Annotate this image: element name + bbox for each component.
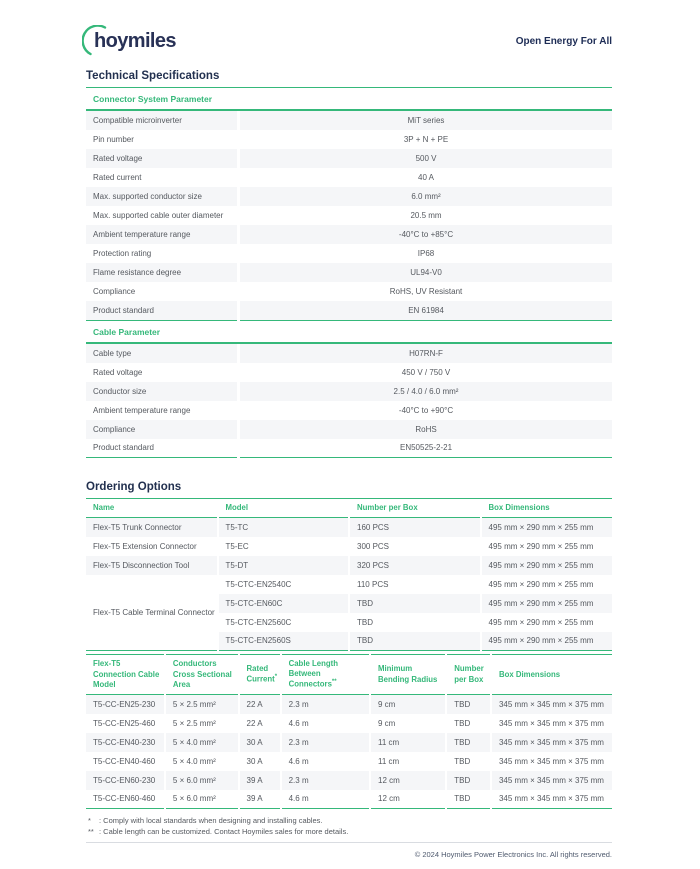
cell-qty: TBD [446, 752, 491, 771]
cell-qty: TBD [349, 594, 481, 613]
cell-model: T5-CTC-EN2560S [218, 632, 350, 651]
cell-current: 39 A [239, 771, 281, 790]
spec-label: Conductor size [86, 382, 239, 401]
cell-length: 2.3 m [281, 695, 370, 714]
col-header-number-per-box: Number per Box [349, 499, 481, 518]
cell-dims: 495 mm × 290 mm × 255 mm [481, 575, 613, 594]
cell-dims: 495 mm × 290 mm × 255 mm [481, 594, 613, 613]
table-row [86, 518, 612, 537]
spec-row [86, 420, 612, 439]
cell-qty: TBD [446, 695, 491, 714]
spec-row [86, 149, 612, 168]
table-row [86, 537, 612, 556]
spec-label: Max. supported conductor size [86, 187, 239, 206]
cell-model: T5-CC-EN40-230 [86, 733, 165, 752]
connector-system-parameter-heading: Connector System Parameter [86, 88, 612, 111]
cell-model: T5-CC-EN25-230 [86, 695, 165, 714]
cell-qty: 320 PCS [349, 556, 481, 575]
spec-row [86, 401, 612, 420]
spec-value: H07RN-F [239, 344, 612, 363]
spec-label: Rated voltage [93, 367, 143, 377]
cell-current: 22 A [239, 714, 281, 733]
cell-name: Flex-T5 Trunk Connector [86, 518, 218, 537]
spec-row [86, 382, 612, 401]
spec-row [86, 225, 612, 244]
col-header-box-dimensions: Box Dimensions [491, 655, 612, 695]
cell-model: T5-CTC-EN2540C [218, 575, 350, 594]
cell-radius: 11 cm [370, 752, 446, 771]
cell-area: 5 × 4.0 mm² [165, 752, 239, 771]
table-row [86, 790, 612, 809]
cell-model: T5-CC-EN40-460 [93, 756, 156, 766]
spec-label: Compatible microinverter [86, 111, 239, 130]
footnote-text: : Cable length can be customized. Contact Hoymiles sales for more details. [99, 827, 349, 837]
spec-value: EN50525-2-21 [239, 439, 612, 458]
cell-qty: TBD [349, 632, 481, 651]
footnote [88, 826, 612, 837]
cell-qty: 160 PCS [349, 518, 481, 537]
cell-qty: TBD [446, 733, 491, 752]
col-header-rated-current: Rated Current* [239, 655, 281, 695]
cell-length: 2.3 m [281, 733, 370, 752]
cell-qty: 300 PCS [349, 537, 481, 556]
cell-length: 4.6 m [281, 752, 370, 771]
table-row [86, 771, 612, 790]
spec-label: Ambient temperature range [86, 225, 239, 244]
spec-label: Compliance [86, 420, 239, 439]
logo-wordmark: hoymiles [94, 29, 176, 52]
logo-arc-icon [82, 25, 112, 57]
footnote-marker: ** [331, 679, 337, 686]
col-header-model: Model [218, 499, 350, 518]
cell-dims: 495 mm × 290 mm × 255 mm [481, 613, 613, 632]
spec-value: 20.5 mm [239, 206, 612, 225]
footnote-text: : Comply with local standards when designing and installing cables. [99, 816, 323, 826]
cable-parameter-heading: Cable Parameter [86, 321, 612, 344]
cell-current: 39 A [239, 790, 281, 809]
cell-dims: 345 mm × 345 mm × 375 mm [491, 695, 612, 714]
spec-row [86, 439, 612, 458]
spec-value: 3P + N + PE [239, 130, 612, 149]
spec-label: Rated voltage [86, 149, 239, 168]
spec-value: -40°C to +90°C [239, 401, 612, 420]
spec-value: RoHS [239, 420, 612, 439]
footer-divider [86, 842, 612, 843]
spec-value: 500 V [239, 149, 612, 168]
footnote-marker: * [88, 816, 91, 826]
cell-model: T5-CTC-EN2560C [218, 613, 350, 632]
cell-area: 5 × 4.0 mm² [165, 733, 239, 752]
col-header-box-dimensions: Box Dimensions [481, 499, 613, 518]
cell-area: 5 × 6.0 mm² [165, 790, 239, 809]
cell-dims: 345 mm × 345 mm × 375 mm [491, 771, 612, 790]
spec-value: UL94-V0 [239, 263, 612, 282]
col-header-number-per-box: Number per Box [446, 655, 491, 695]
spec-row [86, 168, 612, 187]
table-row [86, 695, 612, 714]
spec-row [86, 282, 612, 301]
brand-tagline: Open Energy For All [515, 35, 612, 47]
spec-row [86, 363, 612, 382]
page-header [86, 24, 612, 58]
spec-label: Product standard [86, 301, 239, 320]
cell-qty: 110 PCS [349, 575, 481, 594]
col-header-name: Name [86, 499, 218, 518]
spec-value: EN 61984 [239, 301, 612, 320]
spec-row [86, 301, 612, 320]
cell-dims: 345 mm × 345 mm × 375 mm [491, 714, 612, 733]
cell-radius: 11 cm [370, 733, 446, 752]
footnote-marker: * [274, 674, 278, 681]
cable-spec-table [86, 344, 612, 459]
spec-row [86, 206, 612, 225]
cell-model: T5-CC-EN25-460 [93, 718, 156, 728]
copyright-text: © 2024 Hoymiles Power Electronics Inc. All rights reserved. [414, 850, 612, 860]
cell-model: T5-CC-EN60-230 [86, 771, 165, 790]
cell-qty: TBD [446, 714, 491, 733]
table-row [86, 575, 612, 594]
spec-label: Protection rating [93, 249, 152, 258]
cell-current: 30 A [239, 752, 281, 771]
spec-row [86, 111, 612, 130]
spec-value: IP68 [239, 244, 612, 263]
footnote-marker: ** [88, 827, 94, 837]
spec-value: 450 V / 750 V [239, 363, 612, 382]
spec-value: RoHS, UV Resistant [239, 282, 612, 301]
cell-qty: TBD [446, 771, 491, 790]
cell-radius: 9 cm [370, 695, 446, 714]
cell-model: T5-EC [218, 537, 350, 556]
connector-ordering-table [86, 499, 612, 651]
table-header-row [86, 655, 612, 695]
cell-current: 30 A [239, 733, 281, 752]
cell-area: 5 × 6.0 mm² [165, 771, 239, 790]
table-header-row [86, 499, 612, 518]
connection-cable-table [86, 654, 612, 809]
footnotes [86, 815, 612, 837]
table-row [86, 733, 612, 752]
cell-dims: 495 mm × 290 mm × 255 mm [481, 556, 613, 575]
cell-radius: 12 cm [370, 771, 446, 790]
connector-spec-table [86, 111, 612, 321]
cell-qty: TBD [446, 790, 491, 809]
footnote [88, 815, 612, 826]
spec-label: Rated current [93, 173, 142, 182]
cell-radius: 9 cm [370, 714, 446, 733]
cell-length: 2.3 m [281, 771, 370, 790]
cell-length: 4.6 m [281, 714, 370, 733]
cell-model: T5-TC [218, 518, 350, 537]
spec-value: MiT series [239, 111, 612, 130]
cell-area: 5 × 2.5 mm² [165, 695, 239, 714]
col-header-bending-radius: Minimum Bending Radius [370, 655, 446, 695]
spec-row [86, 244, 612, 263]
spec-value: 6.0 mm² [239, 187, 612, 206]
ordering-options-title: Ordering Options [86, 481, 612, 499]
cell-model: T5-CC-EN60-460 [93, 794, 156, 804]
cell-area: 5 × 2.5 mm² [165, 714, 239, 733]
spec-label: Pin number [93, 135, 134, 144]
spec-row [86, 187, 612, 206]
cell-dims: 345 mm × 345 mm × 375 mm [491, 752, 612, 771]
col-header-cable-length: Cable Length Between Connectors** [281, 655, 370, 695]
spec-value: 2.5 / 4.0 / 6.0 mm² [239, 382, 612, 401]
col-header-cross-sectional-area: Conductors Cross Sectional Area [165, 655, 239, 695]
cell-group-name: Flex-T5 Cable Terminal Connector [86, 575, 218, 651]
spec-row [86, 263, 612, 282]
cell-dims: 345 mm × 345 mm × 375 mm [491, 790, 612, 809]
spec-label: Compliance [93, 287, 136, 296]
col-header-cable-model: Flex-T5 Connection Cable Model [86, 655, 165, 695]
cell-model: T5-DT [218, 556, 350, 575]
spec-value: 40 A [239, 168, 612, 187]
cell-radius: 12 cm [370, 790, 446, 809]
cell-dims: 495 mm × 290 mm × 255 mm [481, 518, 613, 537]
cell-dims: 495 mm × 290 mm × 255 mm [481, 537, 613, 556]
table-row [86, 752, 612, 771]
cell-model: T5-CTC-EN60C [218, 594, 350, 613]
spec-label: Cable type [86, 344, 239, 363]
spec-label: Flame resistance degree [86, 263, 239, 282]
spec-row [86, 130, 612, 149]
technical-specifications-title: Technical Specifications [86, 70, 612, 88]
cell-dims: 495 mm × 290 mm × 255 mm [481, 632, 613, 651]
cell-name: Flex-T5 Extension Connector [93, 541, 197, 551]
cell-name: Flex-T5 Disconnection Tool [86, 556, 218, 575]
cell-current: 22 A [239, 695, 281, 714]
spec-label: Max. supported cable outer diameter [93, 211, 224, 220]
table-row [86, 556, 612, 575]
cell-length: 4.6 m [281, 790, 370, 809]
cell-dims: 345 mm × 345 mm × 375 mm [491, 733, 612, 752]
cell-qty: TBD [349, 613, 481, 632]
spec-label: Product standard [93, 443, 154, 453]
spec-row [86, 344, 612, 363]
spec-value: -40°C to +85°C [239, 225, 612, 244]
spec-label: Ambient temperature range [93, 405, 191, 415]
hoymiles-logo [86, 25, 176, 57]
table-row [86, 714, 612, 733]
